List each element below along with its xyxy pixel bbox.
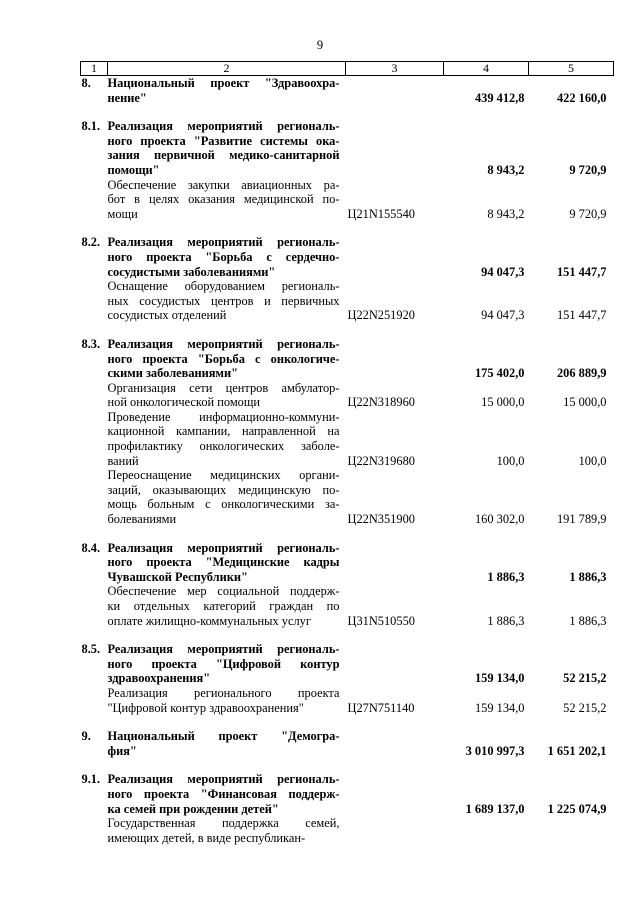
row-amount-col5: 206 889,9	[556, 366, 607, 381]
row-name-line: скими заболеваниями"	[107, 366, 238, 381]
row-name-line: Обеспечение закупки авиационных ра-	[107, 177, 340, 192]
row-name-line: Реализация мероприятий региональ-	[107, 119, 340, 134]
row-code: Ц22N318960	[347, 395, 415, 410]
row-name-line: ных сосудистых центров и первичных	[107, 293, 340, 308]
column-header: 5	[529, 62, 614, 76]
row-name-line: Обеспечение мер социальной поддерж-	[107, 584, 340, 599]
row-name-line: Реализация мероприятий региональ-	[107, 336, 340, 351]
table-item-row	[81, 381, 614, 410]
row-name-line: ного проекта "Финансовая поддерж-	[107, 786, 340, 801]
row-name-line: Реализация регионального проекта	[107, 685, 340, 700]
row-spacer	[81, 105, 614, 119]
row-name-line: Переоснащение медицинских органи-	[107, 468, 340, 483]
table-section-row	[81, 119, 614, 177]
column-header: 1	[81, 62, 108, 76]
row-code	[346, 337, 444, 381]
column-header: 4	[444, 62, 529, 76]
row-code: Ц22N319680	[347, 453, 415, 468]
row-amount-col4: 175 402,0	[474, 366, 525, 381]
row-name	[108, 816, 346, 845]
row-amount-col4: 159 134,0	[474, 671, 525, 686]
row-name-line: Национальный проект "Здравоохра-	[107, 76, 340, 90]
row-code	[346, 816, 444, 845]
row-name-line: "Цифровой контур здравоохранения"	[107, 700, 304, 715]
row-number	[81, 178, 108, 222]
row-name	[108, 772, 346, 816]
row-name-line: заций, оказывающих медицинскую по-	[107, 482, 340, 497]
row-code	[346, 119, 444, 177]
table-section-row	[81, 729, 614, 758]
row-number	[81, 279, 108, 323]
table-item-row	[81, 410, 614, 468]
row-name-line: оплате жилищно-коммунальных услуг	[107, 613, 311, 628]
row-name-line: мощи	[107, 206, 138, 221]
row-name	[108, 410, 346, 468]
row-amount-col5: 1 886,3	[569, 613, 607, 628]
row-name-line: ного проекта "Развитие системы ока-	[107, 133, 340, 148]
row-spacer	[81, 628, 614, 642]
row-code: Ц21N155540	[347, 206, 415, 221]
row-number	[81, 468, 108, 526]
row-name-line: ного проекта "Борьба с онкологиче-	[107, 351, 340, 366]
table-item-row	[81, 279, 614, 323]
column-header: 2	[108, 62, 346, 76]
row-spacer	[81, 758, 614, 772]
row-name	[108, 178, 346, 222]
row-amount-col4: 8 943,2	[487, 206, 525, 221]
row-number	[81, 410, 108, 468]
row-amount-col4: 94 047,3	[481, 264, 525, 279]
row-name	[108, 541, 346, 585]
row-code	[346, 235, 444, 279]
row-spacer	[81, 715, 614, 729]
row-amount-col5	[529, 816, 614, 845]
row-spacer-cell	[81, 628, 614, 642]
row-number	[81, 381, 108, 410]
row-number: 8.1.	[81, 119, 101, 134]
column-number-header	[81, 62, 614, 76]
row-number: 8.2.	[81, 235, 101, 250]
row-amount-col5: 151 447,7	[556, 308, 607, 323]
table-item-row	[81, 816, 614, 845]
row-amount-col5: 52 215,2	[563, 671, 607, 686]
row-number	[81, 686, 108, 715]
row-name-line: имеющих детей, в виде республикан-	[107, 830, 306, 845]
row-spacer-cell	[81, 715, 614, 729]
page-number: 9	[316, 38, 324, 52]
row-amount-col4: 8 943,2	[487, 162, 525, 177]
row-name-line: нение"	[107, 90, 147, 105]
row-number: 8.	[81, 76, 91, 90]
row-name-line: помощи"	[107, 162, 160, 177]
table-item-row	[81, 686, 614, 715]
row-name-line: ка семей при рождении детей"	[107, 801, 279, 816]
row-name-line: бот в целях оказания медицинской по-	[107, 192, 340, 207]
row-spacer-cell	[81, 527, 614, 541]
row-name-line: зания первичной медико-санитарной	[107, 148, 340, 163]
row-number: 8.5.	[81, 642, 101, 657]
row-name-line: Государственная поддержка семей,	[107, 816, 340, 831]
row-name-line: Проведение информационно-коммуни-	[107, 409, 340, 424]
row-amount-col4: 1 886,3	[487, 569, 525, 584]
row-code: Ц22N351900	[347, 512, 415, 527]
row-name-line: сосудистыми заболеваниями"	[107, 264, 276, 279]
column-header: 3	[346, 62, 444, 76]
row-amount-col5: 9 720,9	[569, 206, 607, 221]
row-code	[346, 642, 444, 686]
row-code	[346, 729, 444, 758]
row-name	[108, 642, 346, 686]
table-body	[81, 76, 614, 846]
row-amount-col4: 1 689 137,0	[465, 801, 525, 816]
row-amount-col5: 9 720,9	[569, 162, 607, 177]
row-name	[108, 729, 346, 758]
row-number: 8.4.	[81, 540, 101, 555]
row-name	[108, 235, 346, 279]
table-section-row	[81, 337, 614, 381]
row-name	[108, 279, 346, 323]
row-amount-col5: 1 225 074,9	[547, 801, 607, 816]
row-amount-col4: 94 047,3	[481, 308, 525, 323]
row-spacer-cell	[81, 105, 614, 119]
row-name-line: мощь больным с онкологическими за-	[107, 497, 340, 512]
row-number: 8.3.	[81, 336, 101, 351]
row-name-line: ного проекта "Цифровой контур	[107, 656, 340, 671]
row-amount-col5: 1 886,3	[569, 569, 607, 584]
row-amount-col5: 151 447,7	[556, 264, 607, 279]
row-name-line: ного проекта "Медицинские кадры	[107, 555, 340, 570]
budget-table	[80, 61, 614, 845]
row-name-line: фия"	[107, 743, 137, 758]
row-code: Ц31N510550	[347, 613, 415, 628]
row-amount-col5: 100,0	[578, 453, 607, 468]
row-name	[108, 381, 346, 410]
row-amount-col4: 100,0	[496, 453, 525, 468]
row-amount-col4: 3 010 997,3	[465, 743, 525, 758]
row-name-line: Национальный проект "Демогра-	[107, 729, 340, 744]
row-name	[108, 686, 346, 715]
row-name	[108, 337, 346, 381]
row-name	[108, 468, 346, 526]
row-name-line: ваний	[107, 453, 139, 468]
row-name-line: Реализация мероприятий региональ-	[107, 540, 340, 555]
row-amount-col4: 439 412,8	[474, 90, 525, 105]
table-section-row	[81, 772, 614, 816]
row-amount-col5: 1 651 202,1	[547, 743, 607, 758]
row-name-line: ки отдельных категорий граждан по	[107, 599, 340, 613]
row-number: 9.	[81, 729, 91, 744]
row-name-line: Чувашской Республики"	[107, 569, 248, 584]
table-section-row	[81, 642, 614, 686]
row-name-line: профилактику онкологических заболе-	[107, 439, 340, 454]
row-number: 9.1.	[81, 772, 101, 787]
row-name-line: Реализация мероприятий региональ-	[107, 642, 340, 657]
row-name-line: сосудистых отделений	[107, 308, 227, 323]
row-amount-col5: 15 000,0	[563, 395, 607, 410]
row-spacer	[81, 527, 614, 541]
row-code	[346, 76, 444, 106]
row-spacer-cell	[81, 758, 614, 772]
row-spacer-cell	[81, 221, 614, 235]
table-section-row	[81, 76, 614, 106]
table-item-row	[81, 584, 614, 628]
row-amount-col4: 159 134,0	[474, 700, 525, 715]
row-name	[108, 584, 346, 628]
table-section-row	[81, 235, 614, 279]
row-name-line: ной онкологической помощи	[107, 395, 261, 410]
row-code	[346, 541, 444, 585]
row-amount-col4	[444, 816, 529, 845]
row-code: Ц27N751140	[347, 700, 415, 715]
row-spacer-cell	[81, 323, 614, 337]
row-amount-col5: 422 160,0	[556, 90, 607, 105]
row-name	[108, 119, 346, 177]
row-amount-col4: 15 000,0	[481, 395, 525, 410]
row-amount-col4: 160 302,0	[474, 512, 525, 527]
row-number	[81, 584, 108, 628]
row-name-line: здравоохранения"	[107, 671, 211, 686]
row-number	[81, 816, 108, 845]
row-name-line: кационной кампании, направленной на	[107, 424, 340, 439]
row-spacer	[81, 221, 614, 235]
row-name-line: Реализация мероприятий региональ-	[107, 772, 340, 787]
row-name-line: ного проекта "Борьба с сердечно-	[107, 249, 340, 264]
row-code: Ц22N251920	[347, 308, 415, 323]
row-spacer	[81, 323, 614, 337]
table-section-row	[81, 541, 614, 585]
row-amount-col5: 52 215,2	[563, 700, 607, 715]
table-item-row	[81, 178, 614, 222]
row-name-line: Оснащение оборудованием региональ-	[107, 279, 340, 294]
table-item-row	[81, 468, 614, 526]
row-name-line: Реализация мероприятий региональ-	[107, 235, 340, 250]
row-name	[108, 76, 346, 106]
row-amount-col5: 191 789,9	[556, 512, 607, 527]
row-amount-col4: 1 886,3	[487, 613, 525, 628]
row-code	[346, 772, 444, 816]
row-name-line: Организация сети центров амбулатор-	[107, 380, 340, 395]
row-name-line: болеваниями	[107, 512, 177, 527]
